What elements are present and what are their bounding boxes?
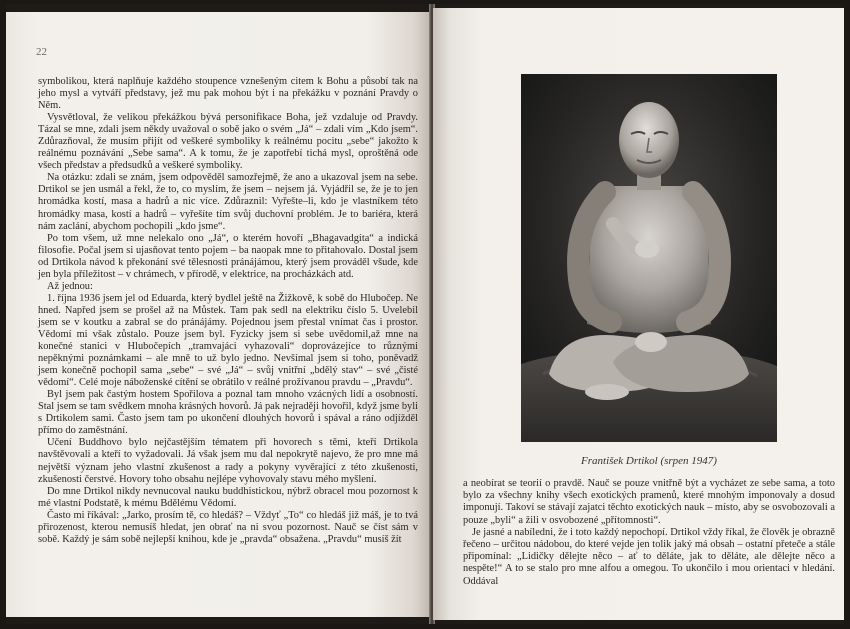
left-page	[6, 12, 431, 617]
right-page	[433, 8, 844, 620]
paragraph: Je jasné a nabíledni, že i toto každý nepochopí. Drtikol vždy říkal, že člověk je obrazně řečeno – určitou nádobou, do které vejde jen tolik jaký má obsah – ostatní přeteče a stále připomínal: „Lidičky dělejte něco – ať to děláte, jak to děláte, ale dělejte něco a nespěte!“ A to se stalo pro mne alfou a omegou. To ukončilo i mou orientaci v hledání. Oddával	[463, 526, 835, 587]
paragraph: Vysvětloval, že velikou překážkou bývá personifikace Boha, jež vzdaluje od Pravdy. Tázal se mne, zdali jsem někdy uvažoval o sobě jako o svém „Já“ – zdali vím „Kdo jsem“. Zdůrazňoval, že musím přijít od veškeré symboliky k reálnému pocitu „sebe“ jakožto k reálnému poznávání „Sebe sama“. A k tomu, že je zapotřebí tichá mysl, oproštěná ode všech představ a předsudků a veškeré symboliky.	[38, 112, 418, 172]
paragraph: Byl jsem pak častým hostem Spořilova a poznal tam mnoho vzácných lidí a osobností. Stal jsem se tam svědkem mnoha krásných hovorů. Já pak nejraději hovořil, když jsme byli s Drtikolem sami. Často jsem tam po ukončení dlouhých hovorů i spával a ráno odjížděl přímo do zaměstnání.	[38, 389, 418, 437]
seated-man-image	[521, 74, 777, 442]
paragraph: Po tom všem, už mne nelekalo ono „Já“, o kterém hovoří „Bhagavadgíta“ a indická filosofie. Počal jsem si ujasňovat tento pojem – ba naopak mne to přitahovalo. Dostal jsem od Drtikola návod k překonání své tělesnosti pránájámou, který jsem prováděl všude, kde jen byla příležitost – v chrámech, v přírodě, v elektrice, na procházkách atd.	[38, 232, 418, 280]
paragraph: Učení Buddhovo bylo nejčastějším tématem při hovorech s těmi, kteří Drtikola navštěvovali a kteří to vyžadovali. Já však jsem mu dal nepokrytě najevo, že pro mne má největší význam jeho vlastní zkušenost a rady a pokyny vyvěrající z této zkušenosti, zkušenosti čerstvé. Hovory toho obsahu nejlépe vyhovovaly stavu mého myšlení.	[38, 437, 418, 485]
left-page-text	[38, 76, 418, 546]
paragraph: Na otázku: zdali se znám, jsem odpověděl samozřejmě, že ano a ukazoval jsem na sebe. Drtikol se jen usmál a řekl, že to, co myslím, že jsem – nejsem já. Vyjádřil se, že je to jen hromádka kostí, masa a hadrů a nic více. Zdůraznil: Vyřešte–li, kdo je vlastníkem této hromádky masa, kostí a hadrů – vyřešíte tím svůj duchovní problém. Je to bariéra, která nám zaclání, abychom pochopili „kdo jsme“.	[38, 172, 418, 232]
paragraph: a neobírat se teorií o pravdě. Nauč se pouze vnitřně být a vycházet ze sebe sama, a toto bylo za všechny knihy všech exotických pramenů, které mnohým imponovaly a dosud imponují. Takoví se stávají zajatci těchto exotických nauk – místo, aby se osvobozovali a pouze „byli“ a žili v osvobozené „přítomnosti“.	[463, 478, 835, 526]
paragraph: symbolikou, která naplňuje každého stoupence vznešeným citem k Bohu a působí tak na jeho mysl a vytváří představy, jež mu pak mohou být i na překážku v poznání Pravdy o Něm.	[38, 76, 418, 112]
right-page-text	[463, 478, 835, 588]
photo-caption: František Drtikol (srpen 1947)	[581, 455, 717, 467]
paragraph: Až jednou:	[47, 280, 93, 292]
book-spread	[6, 4, 844, 624]
paragraph: Do mne Drtikol nikdy nevnucoval nauku buddhistickou, nýbrž obracel mou pozornost k mé vlastní Podstatě, k mému Bdělému Vědomí.	[38, 485, 418, 509]
paragraph: Často mi říkával: „Jarko, prosím tě, co hledáš? – Vždyť „To“ co hledáš již máš, je to tvá přirozenost, kterou nemusíš hledat, jen obrať na ni svou pozornost. Nauč se číst sám v sobě. Každý je sám sobě nejlepší knihou, kde je „pravda“ obsažena. „Pravdu“ musíš žít	[38, 509, 418, 545]
portrait-photo	[521, 74, 777, 442]
paragraph: 1. října 1936 jsem jel od Eduarda, který bydlel ještě na Žižkově, k sobě do Hlubočep. Ne hned. Napřed jsem se prošel až na Můstek. Tam pak sedl na elektriku číslo 5. Uvelebil jsem se v koutku a zabral se do pránájámy. Pojednou jsem přestal vnímat čas i prostor. Vědomí mi však zůstalo. Pouze jsem byl. Fyzicky jsem si sebe uvědomil,až mne na konečné stanici v Hlubočepích „tramvajáci vyhazovali“ doprovázejíce to různými nepěknými poznámkami – ale mně to už bylo jedno. Nevšímal jsem si toho, poněvadž jsem konečně pochopil sama „sebe“ – své „Já“ – svůj vnitřní „bdělý stav“ – své „čisté vědomí“. Celé moje náboženské cítění se obrátilo v reálné prožívanou pravdu – „Pravdu“.	[38, 292, 418, 389]
page-number: 22	[36, 46, 47, 58]
